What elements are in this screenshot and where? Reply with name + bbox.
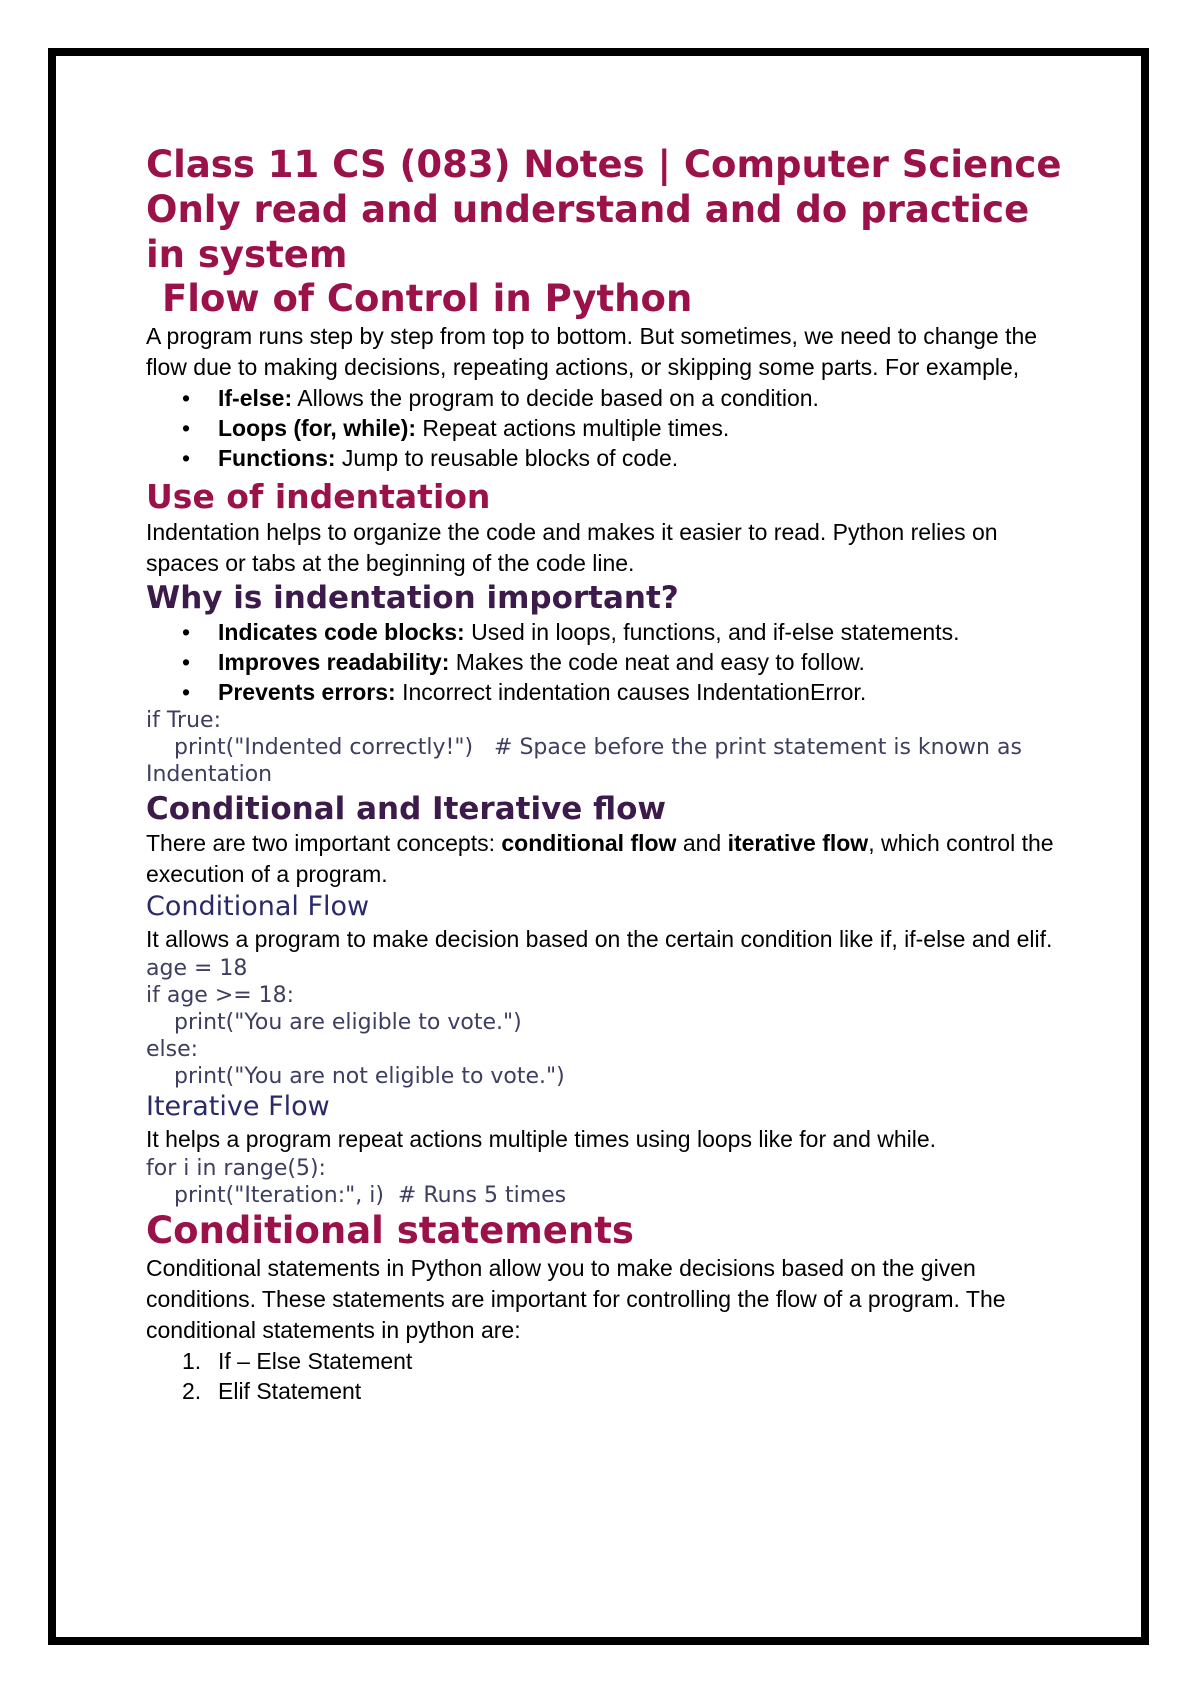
heading-conditional-flow: Conditional Flow [146, 891, 370, 922]
conditional-statements-text: Conditional statements in Python allow you to make decisions based on the given conditions. These statements are important for controlling the flow of a program. The conditional statements in python are: [146, 1255, 1006, 1343]
indentation-bullets [146, 617, 1066, 707]
document-page [146, 142, 1066, 1406]
bullet-icon: • [182, 679, 191, 705]
code-line: age = 18 [146, 956, 248, 981]
heading-iterative-flow: Iterative Flow [146, 1091, 330, 1122]
document-subtitle: Only read and understand and do practice in system [146, 188, 1030, 276]
code-indentation-line2: print("Indented correctly!") # Space before the print statement is known as Indentation [146, 735, 1029, 787]
code-conditional [146, 955, 1066, 1090]
conditional-flow-text: It allows a program to make decision based on the certain condition like if, if-else and elif. [146, 926, 1053, 952]
heading-why-indentation: Why is indentation important? [146, 580, 679, 616]
indentation-text: Indentation helps to organize the code and makes it easier to read. Python relies on spaces or tabs at the beginning of the code line. [146, 519, 998, 576]
code-line: print("You are not eligible to vote.") [146, 1064, 565, 1089]
list-item: • Functions: Jump to reusable blocks of code. [182, 445, 679, 471]
list-item: • If-else: Allows the program to decide based on a condition. [182, 385, 819, 411]
conditional-statements-list [146, 1346, 1066, 1406]
list-item: 1. If – Else Statement [182, 1348, 413, 1374]
heading-conditional-statements: Conditional statements [146, 1209, 634, 1252]
flow-intro: A program runs step by step from top to bottom. But sometimes, we need to change the flow due to making decisions, repeating actions, or skipping some parts. For example, [146, 323, 1038, 380]
list-item: • Improves readability: Makes the code neat and easy to follow. [182, 649, 865, 675]
list-item: • Indicates code blocks: Used in loops, functions, and if-else statements. [182, 619, 960, 645]
heading-flow-of-control: Flow of Control in Python [162, 277, 693, 320]
code-line: for i in range(5): [146, 1156, 326, 1181]
bullet-icon: • [182, 619, 191, 645]
code-indentation-line1: if True: [146, 708, 221, 733]
code-line: if age >= 18: [146, 983, 295, 1008]
bullet-icon: • [182, 649, 191, 675]
code-line: print("You are eligible to vote.") [146, 1010, 522, 1035]
bullet-icon: • [182, 415, 191, 441]
flow-bullets [146, 383, 1066, 473]
iterative-flow-text: It helps a program repeat actions multiple times using loops like for and while. [146, 1126, 937, 1152]
list-item: • Prevents errors: Incorrect indentation causes IndentationError. [182, 679, 867, 705]
code-iterative [146, 1155, 1066, 1209]
bullet-icon: • [182, 385, 191, 411]
list-item: • Loops (for, while): Repeat actions multiple times. [182, 415, 730, 441]
heading-conditional-iterative: Conditional and Iterative flow [146, 791, 667, 827]
document-title: Class 11 CS (083) Notes | Computer Science [146, 143, 1062, 186]
conditional-iterative-intro: There are two important concepts: conditional flow and iterative flow, which control the execution of a program. [146, 830, 1054, 887]
bullet-icon: • [182, 445, 191, 471]
code-line: else: [146, 1037, 199, 1062]
list-item: 2. Elif Statement [182, 1378, 362, 1404]
heading-use-of-indentation: Use of indentation [146, 477, 491, 516]
code-line: print("Iteration:", i) # Runs 5 times [146, 1183, 567, 1208]
